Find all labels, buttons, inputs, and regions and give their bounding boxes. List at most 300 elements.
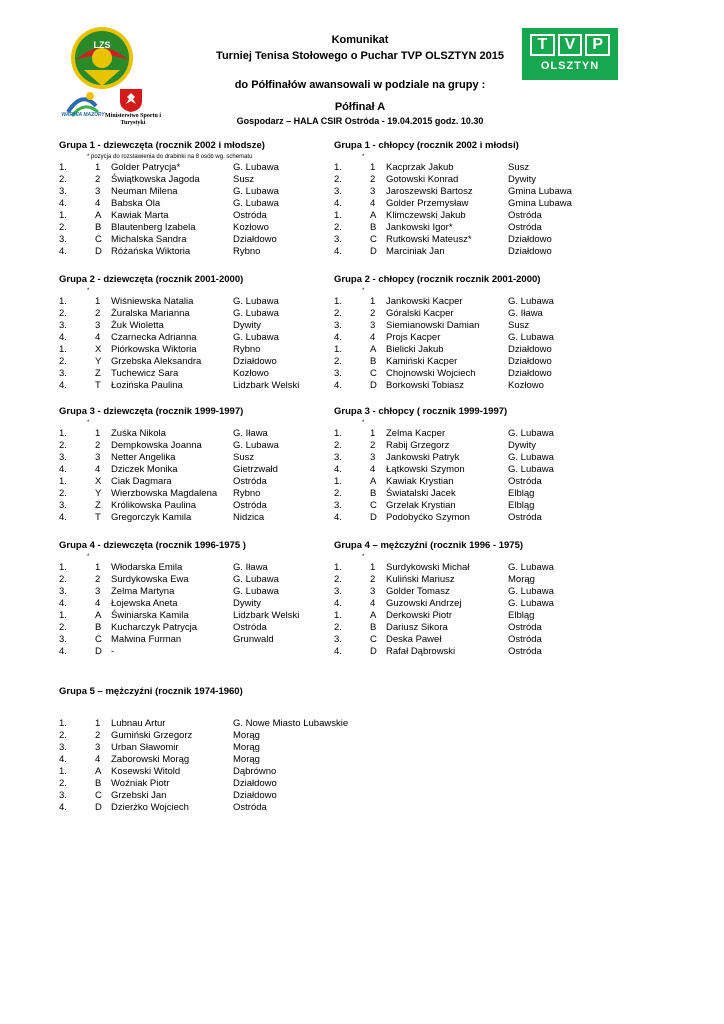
player-club: G. Lubawa [508, 452, 554, 463]
seed-position: A [95, 610, 102, 621]
player-name: Jaroszewski Bartosz [386, 186, 473, 197]
player-club: Nidzica [233, 512, 265, 523]
player-row [59, 452, 349, 464]
seed-position: A [370, 344, 377, 355]
group-title: Grupa 3 - chłopcy ( rocznik 1999-1997) [334, 406, 508, 417]
player-row [59, 500, 349, 512]
player-name: Neuman Milena [111, 186, 178, 197]
seed-position: D [95, 802, 102, 813]
player-club: G. Lubawa [233, 574, 279, 585]
row-number: 2. [59, 574, 67, 585]
seed-position: 1 [370, 428, 376, 439]
row-number: 3. [59, 452, 67, 463]
row-number: 1. [59, 428, 67, 439]
row-number: 1. [59, 766, 67, 777]
row-number: 3. [334, 368, 342, 379]
player-row [59, 332, 349, 344]
player-name: Projs Kacper [386, 332, 441, 343]
seed-position: 3 [370, 452, 376, 463]
player-row [334, 622, 624, 634]
player-name: Piórkowska Wiktoria [111, 344, 197, 355]
player-club: Działdowo [508, 368, 552, 379]
player-club: Rybno [233, 344, 261, 355]
player-row [334, 222, 624, 234]
row-number: 1. [334, 296, 342, 307]
row-number: 1. [59, 562, 67, 573]
player-row [59, 598, 349, 610]
seed-position: X [95, 476, 102, 487]
player-club: Rybno [233, 488, 261, 499]
row-number: 1. [334, 476, 342, 487]
player-name: Borkowski Tobiasz [386, 380, 464, 391]
seed-position: C [370, 368, 377, 379]
player-club: Gmina Lubawa [508, 186, 572, 197]
row-number: 2. [59, 622, 67, 633]
player-club: Susz [233, 452, 255, 463]
player-name: Światalski Jacek [386, 488, 456, 499]
seed-position: A [370, 210, 377, 221]
row-number: 2. [334, 440, 342, 451]
player-name: Dziczek Monika [111, 464, 178, 475]
player-name: Klimczewski Jakub [386, 210, 466, 221]
seed-position: X [95, 344, 102, 355]
player-name: - [111, 646, 115, 657]
player-name: Guzowski Andrzej [386, 598, 462, 609]
player-club: Gmina Lubawa [508, 198, 572, 209]
player-name: Zaborowski Morąg [111, 754, 190, 765]
player-row [59, 368, 349, 380]
row-number: 2. [334, 222, 342, 233]
player-club: Działdowo [233, 790, 277, 801]
player-name: Kuliński Mariusz [386, 574, 455, 585]
player-row [59, 380, 349, 392]
row-number: 3. [59, 586, 67, 597]
player-name: Łozińska Paulina [111, 380, 183, 391]
group-note: * [87, 288, 90, 294]
seed-position: A [95, 210, 102, 221]
player-name: Kamiński Kacper [386, 356, 458, 367]
player-club: Kozłowo [233, 222, 269, 233]
player-club: Ostróda [233, 210, 267, 221]
seed-position: 3 [95, 586, 101, 597]
group-note: * [362, 288, 365, 294]
player-club: Ostróda [508, 222, 542, 233]
seed-position: 3 [95, 452, 101, 463]
player-name: Grzelak Krystian [386, 500, 456, 511]
player-name: Włodarska Emila [111, 562, 183, 573]
player-row [334, 368, 624, 380]
host-info: Gospodarz – HALA CSIR Ostróda - 19.04.2015 godz. 10.30 [236, 116, 484, 126]
player-name: Jankowski Kacper [386, 296, 463, 307]
player-name: Zuśka Nikola [111, 428, 166, 439]
player-club: Ostróda [508, 210, 542, 221]
row-number: 3. [59, 500, 67, 511]
row-number: 1. [59, 296, 67, 307]
lzs-logo-text: LZS [93, 40, 111, 50]
player-name: Gotowski Konrad [386, 174, 459, 185]
player-club: Ostróda [508, 622, 542, 633]
player-name: Surdykowski Michał [386, 562, 470, 573]
row-number: 3. [59, 790, 67, 801]
seed-position: B [370, 356, 377, 367]
player-name: Michalska Sandra [111, 234, 187, 245]
seed-position: C [370, 634, 377, 645]
row-number: 2. [334, 174, 342, 185]
player-club: Grunwald [233, 634, 274, 645]
player-name: Grzebska Aleksandra [111, 356, 202, 367]
player-name: Malwina Furman [111, 634, 182, 645]
player-club: Susz [233, 174, 255, 185]
group-note: * [87, 420, 90, 426]
player-name: Gregorczyk Kamila [111, 512, 192, 523]
player-club: Działdowo [233, 356, 277, 367]
player-name: Wierzbowska Magdalena [111, 488, 218, 499]
row-number: 4. [59, 380, 67, 391]
player-club: Dywity [233, 320, 261, 331]
player-row [334, 308, 624, 320]
seed-position: 4 [95, 754, 101, 765]
player-row [59, 802, 419, 814]
player-row [59, 562, 349, 574]
semifinal-title: Półfinał A [334, 101, 386, 113]
lzs-logo [70, 26, 134, 90]
player-club: G. Lubawa [233, 198, 279, 209]
player-row [59, 718, 419, 730]
tvp-letter-v: V [558, 34, 583, 56]
seed-position: 4 [370, 464, 376, 475]
row-number: 3. [334, 634, 342, 645]
tvp-logo-subtitle: OLSZTYN [540, 60, 600, 72]
seed-position: 4 [95, 598, 101, 609]
seed-position: C [95, 790, 102, 801]
row-number: 3. [59, 634, 67, 645]
seed-position: D [370, 380, 377, 391]
player-row [334, 440, 624, 452]
player-club: Działdowo [233, 234, 277, 245]
seed-position: Z [95, 500, 101, 511]
player-row [334, 198, 624, 210]
player-row [59, 754, 419, 766]
row-number: 4. [334, 464, 342, 475]
row-number: 4. [334, 246, 342, 257]
seed-position: Y [95, 488, 102, 499]
player-name: Świniarska Kamila [111, 610, 189, 621]
player-name: Rutkowski Mateusz* [386, 234, 472, 245]
player-name: Lubnau Artur [111, 718, 166, 729]
player-row [334, 320, 624, 332]
tvp-letter-t: T [530, 34, 555, 56]
seed-position: 4 [95, 332, 101, 343]
player-club: G. Lubawa [508, 562, 554, 573]
player-club: Ostróda [508, 476, 542, 487]
player-name: Derkowski Piotr [386, 610, 452, 621]
player-row [59, 574, 349, 586]
player-club: Kozłowo [508, 380, 544, 391]
seed-position: Z [95, 368, 101, 379]
player-club: G. Lubawa [233, 186, 279, 197]
player-name: Woźniak Piotr [111, 778, 170, 789]
player-row [334, 500, 624, 512]
player-club: Dywity [508, 174, 536, 185]
player-name: Łątkowski Szymon [386, 464, 465, 475]
player-row [59, 210, 349, 222]
player-club: Ostróda [508, 646, 542, 657]
player-club: Ostróda [233, 500, 267, 511]
row-number: 1. [334, 428, 342, 439]
player-club: G. Iława [508, 308, 543, 319]
seed-position: 4 [95, 464, 101, 475]
row-number: 2. [59, 174, 67, 185]
seed-position: 2 [95, 440, 101, 451]
seed-position: B [95, 622, 102, 633]
player-club: Działdowo [508, 344, 552, 355]
seed-position: 1 [370, 562, 376, 573]
group-4-girls [59, 540, 349, 658]
player-row [59, 356, 349, 368]
player-club: Ostróda [508, 512, 542, 523]
row-number: 3. [334, 452, 342, 463]
player-row [59, 742, 419, 754]
row-number: 1. [59, 718, 67, 729]
player-row [334, 234, 624, 246]
player-club: G. Lubawa [508, 332, 554, 343]
player-name: Gumiński Grzegorz [111, 730, 193, 741]
player-club: G. Nowe Miasto Lubawskie [233, 718, 349, 729]
row-number: 1. [59, 344, 67, 355]
player-club: Ostróda [233, 476, 267, 487]
ministry-logo-text: Ministerstwo Sportu i Turystyki [105, 113, 161, 126]
seed-position: 1 [95, 428, 101, 439]
player-club: G. Lubawa [233, 440, 279, 451]
player-club: Kozłowo [233, 368, 269, 379]
row-number: 4. [334, 598, 342, 609]
ministry-emblem-icon [118, 87, 144, 113]
player-row [59, 476, 349, 488]
row-number: 2. [59, 308, 67, 319]
seed-position: B [370, 488, 377, 499]
player-club: Działdowo [508, 234, 552, 245]
seed-position: 2 [95, 174, 101, 185]
player-row [59, 198, 349, 210]
row-number: 2. [59, 440, 67, 451]
group-5-men [59, 686, 419, 814]
player-name: Golder Tomasz [386, 586, 450, 597]
player-club: G. Lubawa [508, 464, 554, 475]
player-row [334, 598, 624, 610]
player-row [59, 610, 349, 622]
seed-position: 2 [95, 574, 101, 585]
seed-position: 4 [95, 198, 101, 209]
player-club: Morąg [233, 730, 260, 741]
player-row [59, 222, 349, 234]
player-row [59, 646, 349, 658]
row-number: 4. [59, 598, 67, 609]
group-title: Grupa 4 – mężczyźni (rocznik 1996 - 1975) [334, 540, 524, 551]
row-number: 3. [59, 186, 67, 197]
player-club: Morąg [508, 574, 535, 585]
seed-position: B [370, 622, 377, 633]
seed-position: D [370, 512, 377, 523]
group-title: Grupa 1 - chłopcy (rocznik 2002 i młodsi) [334, 140, 519, 151]
player-name: Marciniak Jan [386, 246, 445, 257]
player-row [334, 586, 624, 598]
player-name: Deska Paweł [386, 634, 442, 645]
row-number: 4. [59, 646, 67, 657]
row-number: 2. [334, 622, 342, 633]
player-name: Królikowska Paulina [111, 500, 197, 511]
player-name: Grzebski Jan [111, 790, 167, 801]
group-note: * [362, 420, 365, 426]
row-number: 3. [59, 742, 67, 753]
group-note: * pozycja do rozstawienia do drabinki na 8 osób wg. schematu [87, 154, 253, 160]
player-row [334, 562, 624, 574]
player-club: Morąg [233, 742, 260, 753]
row-number: 3. [59, 320, 67, 331]
player-name: Kosewski Witold [111, 766, 181, 777]
row-number: 3. [334, 586, 342, 597]
document-title: Komunikat [331, 34, 389, 46]
player-name: Zelma Kacper [386, 428, 446, 439]
player-row [59, 320, 349, 332]
player-club: Susz [508, 162, 530, 173]
player-club: Działdowo [508, 246, 552, 257]
seed-position: 3 [370, 320, 376, 331]
seed-position: 4 [370, 198, 376, 209]
player-club: G. Iława [233, 562, 268, 573]
seed-position: A [95, 766, 102, 777]
player-row [334, 512, 624, 524]
player-row [59, 234, 349, 246]
player-club: G. Lubawa [508, 428, 554, 439]
advancement-line: do Półfinałów awansowali w podziale na grupy : [234, 79, 486, 91]
player-row [59, 790, 419, 802]
seed-position: B [370, 222, 377, 233]
row-number: 2. [334, 574, 342, 585]
seed-position: D [95, 246, 102, 257]
seed-position: 2 [370, 440, 376, 451]
player-name: Tuchewicz Sara [111, 368, 179, 379]
group-3-girls [59, 406, 349, 524]
player-club: G. Lubawa [233, 586, 279, 597]
seed-position: 1 [95, 718, 101, 729]
seed-position: A [370, 610, 377, 621]
group-note: * [87, 554, 90, 560]
player-row [334, 488, 624, 500]
row-number: 4. [59, 246, 67, 257]
player-row [334, 174, 624, 186]
player-row [334, 452, 624, 464]
player-club: G. Lubawa [233, 296, 279, 307]
row-number: 4. [59, 802, 67, 813]
row-number: 1. [59, 162, 67, 173]
group-note [59, 698, 419, 718]
player-row [334, 296, 624, 308]
seed-position: C [95, 234, 102, 245]
player-row [59, 186, 349, 198]
player-row [59, 174, 349, 186]
group-1-girls [59, 140, 349, 258]
seed-position: 3 [370, 186, 376, 197]
row-number: 1. [59, 210, 67, 221]
row-number: 4. [334, 380, 342, 391]
player-name: Żuk Wioletta [111, 320, 164, 331]
seed-position: D [370, 646, 377, 657]
seed-position: C [370, 500, 377, 511]
player-name: Różańska Wiktoria [111, 246, 191, 257]
seed-position: 2 [370, 574, 376, 585]
seed-position: C [370, 234, 377, 245]
player-row [59, 464, 349, 476]
group-title: Grupa 5 – mężczyźni (rocznik 1974-1960) [59, 686, 243, 697]
row-number: 1. [334, 162, 342, 173]
seed-position: 1 [95, 562, 101, 573]
player-club: G. Lubawa [233, 332, 279, 343]
seed-position: A [370, 476, 377, 487]
player-name: Surdykowska Ewa [111, 574, 189, 585]
row-number: 1. [334, 562, 342, 573]
player-name: Kacprzak Jakub [386, 162, 454, 173]
seed-position: 1 [95, 296, 101, 307]
player-name: Zelma Martyna [111, 586, 175, 597]
player-row [334, 464, 624, 476]
player-name: Dzierżko Wojciech [111, 802, 189, 813]
player-name: Czarnecka Adrianna [111, 332, 197, 343]
row-number: 1. [334, 210, 342, 221]
player-row [334, 634, 624, 646]
row-number: 2. [59, 730, 67, 741]
row-number: 2. [334, 308, 342, 319]
player-name: Blautenberg Izabela [111, 222, 196, 233]
seed-position: 4 [370, 598, 376, 609]
player-name: Bielicki Jakub [386, 344, 444, 355]
player-row [334, 210, 624, 222]
row-number: 4. [59, 198, 67, 209]
tournament-name: Turniej Tenisa Stołowego o Puchar TVP OLSZTYN 2015 [216, 50, 504, 62]
player-row [59, 308, 349, 320]
tvp-letter-p: P [585, 34, 610, 56]
player-row [59, 296, 349, 308]
player-row [334, 646, 624, 658]
seed-position: T [95, 380, 101, 391]
row-number: 4. [334, 512, 342, 523]
player-name: Jankowski Patryk [386, 452, 460, 463]
group-title: Grupa 2 - dziewczęta (rocznik 2001-2000) [59, 274, 244, 285]
group-title: Grupa 1 - dziewczęta (rocznik 2002 i młodsze) [59, 140, 265, 151]
player-row [59, 586, 349, 598]
player-club: Ostróda [508, 634, 542, 645]
group-2-boys [334, 274, 624, 392]
player-club: Ostróda [233, 622, 267, 633]
player-row [334, 610, 624, 622]
player-name: Świątkowska Jagoda [111, 174, 200, 185]
seed-position: T [95, 512, 101, 523]
player-row [334, 332, 624, 344]
row-number: 4. [59, 754, 67, 765]
player-row [334, 380, 624, 392]
player-name: Kucharczyk Patrycja [111, 622, 198, 633]
player-name: Rabij Grzegorz [386, 440, 450, 451]
row-number: 3. [334, 234, 342, 245]
group-2-girls [59, 274, 349, 392]
player-row [59, 622, 349, 634]
row-number: 1. [334, 344, 342, 355]
warmia-mazury-logo-text: WARMIA MAZURY [61, 112, 105, 118]
player-name: Jankowski Igor* [386, 222, 453, 233]
player-name: Golder Przemysław [386, 198, 469, 209]
player-name: Netter Angelika [111, 452, 176, 463]
seed-position: 3 [95, 320, 101, 331]
player-club: G. Lubawa [508, 598, 554, 609]
